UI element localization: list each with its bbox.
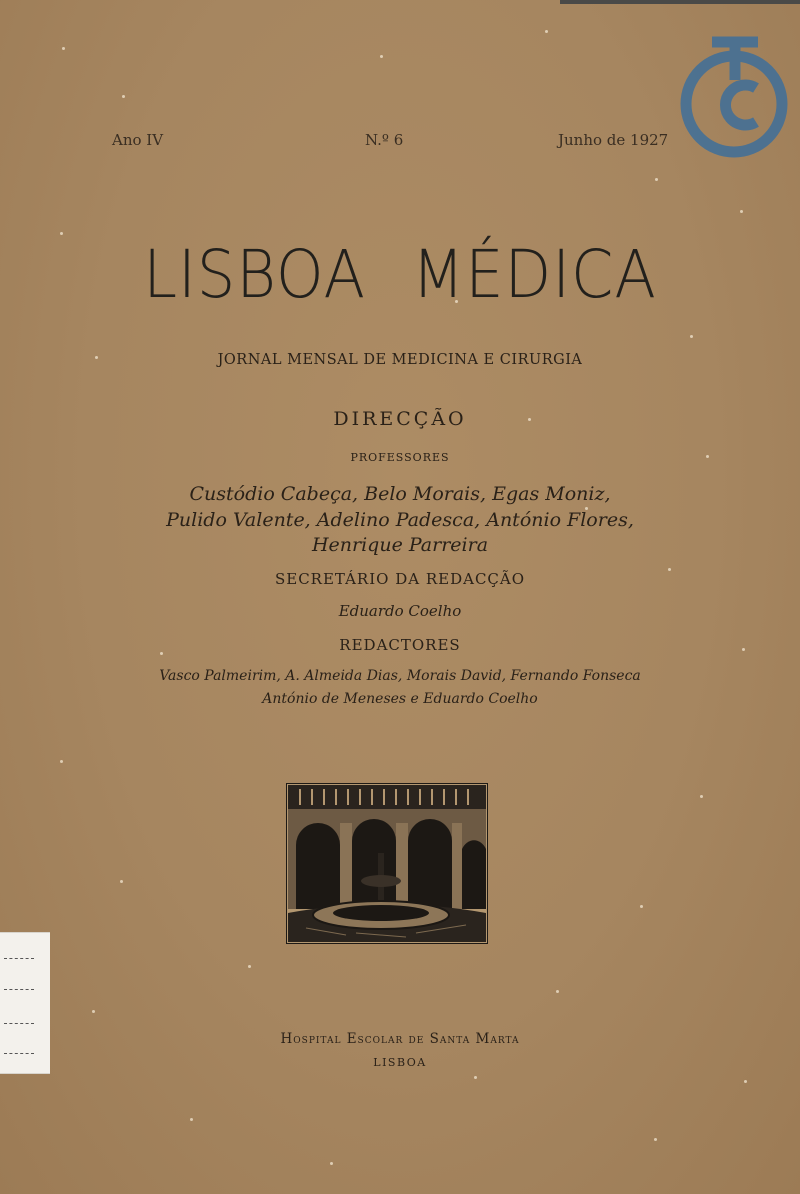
hospital-courtyard-engraving bbox=[286, 783, 488, 944]
editors-heading: REDACTORES bbox=[339, 636, 461, 654]
secretary-name: Eduardo Coelho bbox=[338, 602, 462, 620]
publisher-institution: Hospital Escolar de Santa Marta bbox=[280, 1031, 520, 1047]
volume-year: Ano IV bbox=[112, 131, 164, 149]
library-label bbox=[0, 932, 50, 1074]
direction-heading: DIRECÇÃO bbox=[333, 408, 467, 430]
issue-date: Junho de 1927 bbox=[558, 131, 669, 149]
editors-line-1: Vasco Palmeirim, A. Almeida Dias, Morais David, Fernando Fonseca bbox=[159, 668, 641, 684]
professors-line-3: Henrique Parreira bbox=[311, 534, 489, 556]
editors-line-2: António de Meneses e Eduardo Coelho bbox=[262, 691, 538, 707]
issue-number: N.º 6 bbox=[365, 131, 404, 149]
professors-label: PROFESSORES bbox=[350, 451, 450, 464]
professors-line-2: Pulido Valente, Adelino Padesca, António Flores, bbox=[166, 509, 634, 531]
scan-edge bbox=[560, 0, 800, 4]
publisher-city: LISBOA bbox=[373, 1056, 427, 1069]
journal-title: LISBOA MÉDICA bbox=[143, 236, 657, 313]
library-stamp-tc-icon bbox=[676, 30, 794, 162]
secretary-heading: SECRETÁRIO DA REDACÇÃO bbox=[274, 570, 526, 588]
stamp-letters: TC bbox=[734, 30, 736, 31]
professors-line-1: Custódio Cabeça, Belo Morais, Egas Moniz, bbox=[189, 483, 611, 505]
journal-subtitle: JORNAL MENSAL DE MEDICINA E CIRURGIA bbox=[217, 352, 583, 368]
